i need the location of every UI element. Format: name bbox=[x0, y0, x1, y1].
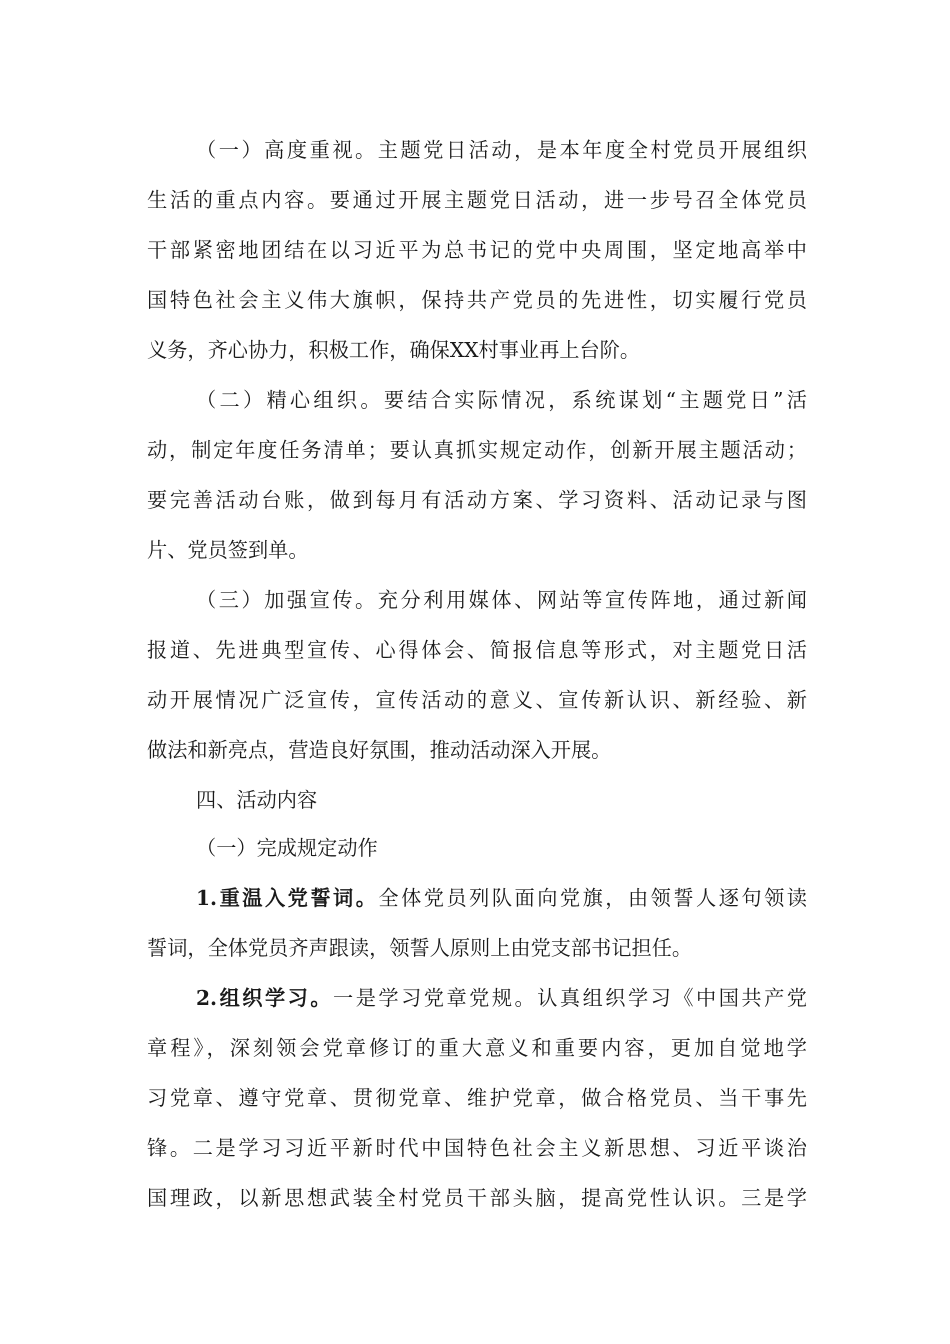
text-line bbox=[196, 873, 807, 923]
text-line: 义务，齐心协力，积极工作，确保XX村事业再上台阶。 bbox=[147, 338, 641, 362]
text-line: 报道、先进典型宣传、心得体会、简报信息等形式，对主题党日活 bbox=[147, 638, 807, 662]
item-lead: 2.组织学习。 bbox=[196, 986, 334, 1010]
text-line: （三）加强宣传。充分利用媒体、网站等宣传阵地，通过新闻 bbox=[196, 588, 807, 612]
text-line: 章程》，深刻领会党章修订的重大意义和重要内容，更加自觉地学 bbox=[147, 1036, 807, 1060]
text-line: 要完善活动台账，做到每月有活动方案、学习资料、活动记录与图 bbox=[147, 488, 807, 512]
text-line: 国理政，以新思想武装全村党员干部头脑，提高党性认识。三是学 bbox=[147, 1186, 807, 1210]
text-line bbox=[196, 973, 807, 1023]
text-line: （一）高度重视。主题党日活动，是本年度全村党员开展组织 bbox=[196, 138, 807, 162]
text-line: 动开展情况广泛宣传，宣传活动的意义、宣传新认识、新经验、新 bbox=[147, 688, 807, 712]
text-line: 动，制定年度任务清单；要认真抓实规定动作，创新开展主题活动； bbox=[147, 438, 807, 462]
subsection-heading: （一）完成规定动作 bbox=[196, 836, 378, 860]
text-line: （二）精心组织。要结合实际情况，系统谋划“主题党日”活 bbox=[196, 388, 807, 412]
text-line: 片、党员签到单。 bbox=[147, 538, 309, 562]
text-line: 干部紧密地团结在以习近平为总书记的党中央周围，坚定地高举中 bbox=[147, 238, 807, 262]
text-line: 习党章、遵守党章、贯彻党章、维护党章，做合格党员、当干事先 bbox=[147, 1086, 807, 1110]
text-line: 誓词，全体党员齐声跟读，领誓人原则上由党支部书记担任。 bbox=[147, 936, 693, 960]
item-lead: 1.重温入党誓词。 bbox=[196, 886, 379, 910]
text-line: 国特色社会主义伟大旗帜，保持共产党员的先进性，切实履行党员 bbox=[147, 288, 807, 312]
text-line: 锋。二是学习习近平新时代中国特色社会主义新思想、习近平谈治 bbox=[147, 1136, 807, 1160]
section-heading: 四、活动内容 bbox=[196, 788, 318, 812]
text-span: 全体党员列队面向党旗，由领誓人逐句领读 bbox=[378, 886, 807, 910]
text-line: 做法和新亮点，营造良好氛围，推动活动深入开展。 bbox=[147, 738, 612, 762]
text-span: 一是学习党章党规。认真组织学习《中国共产党 bbox=[333, 986, 807, 1010]
text-line: 生活的重点内容。要通过开展主题党日活动，进一步号召全体党员 bbox=[147, 188, 807, 212]
